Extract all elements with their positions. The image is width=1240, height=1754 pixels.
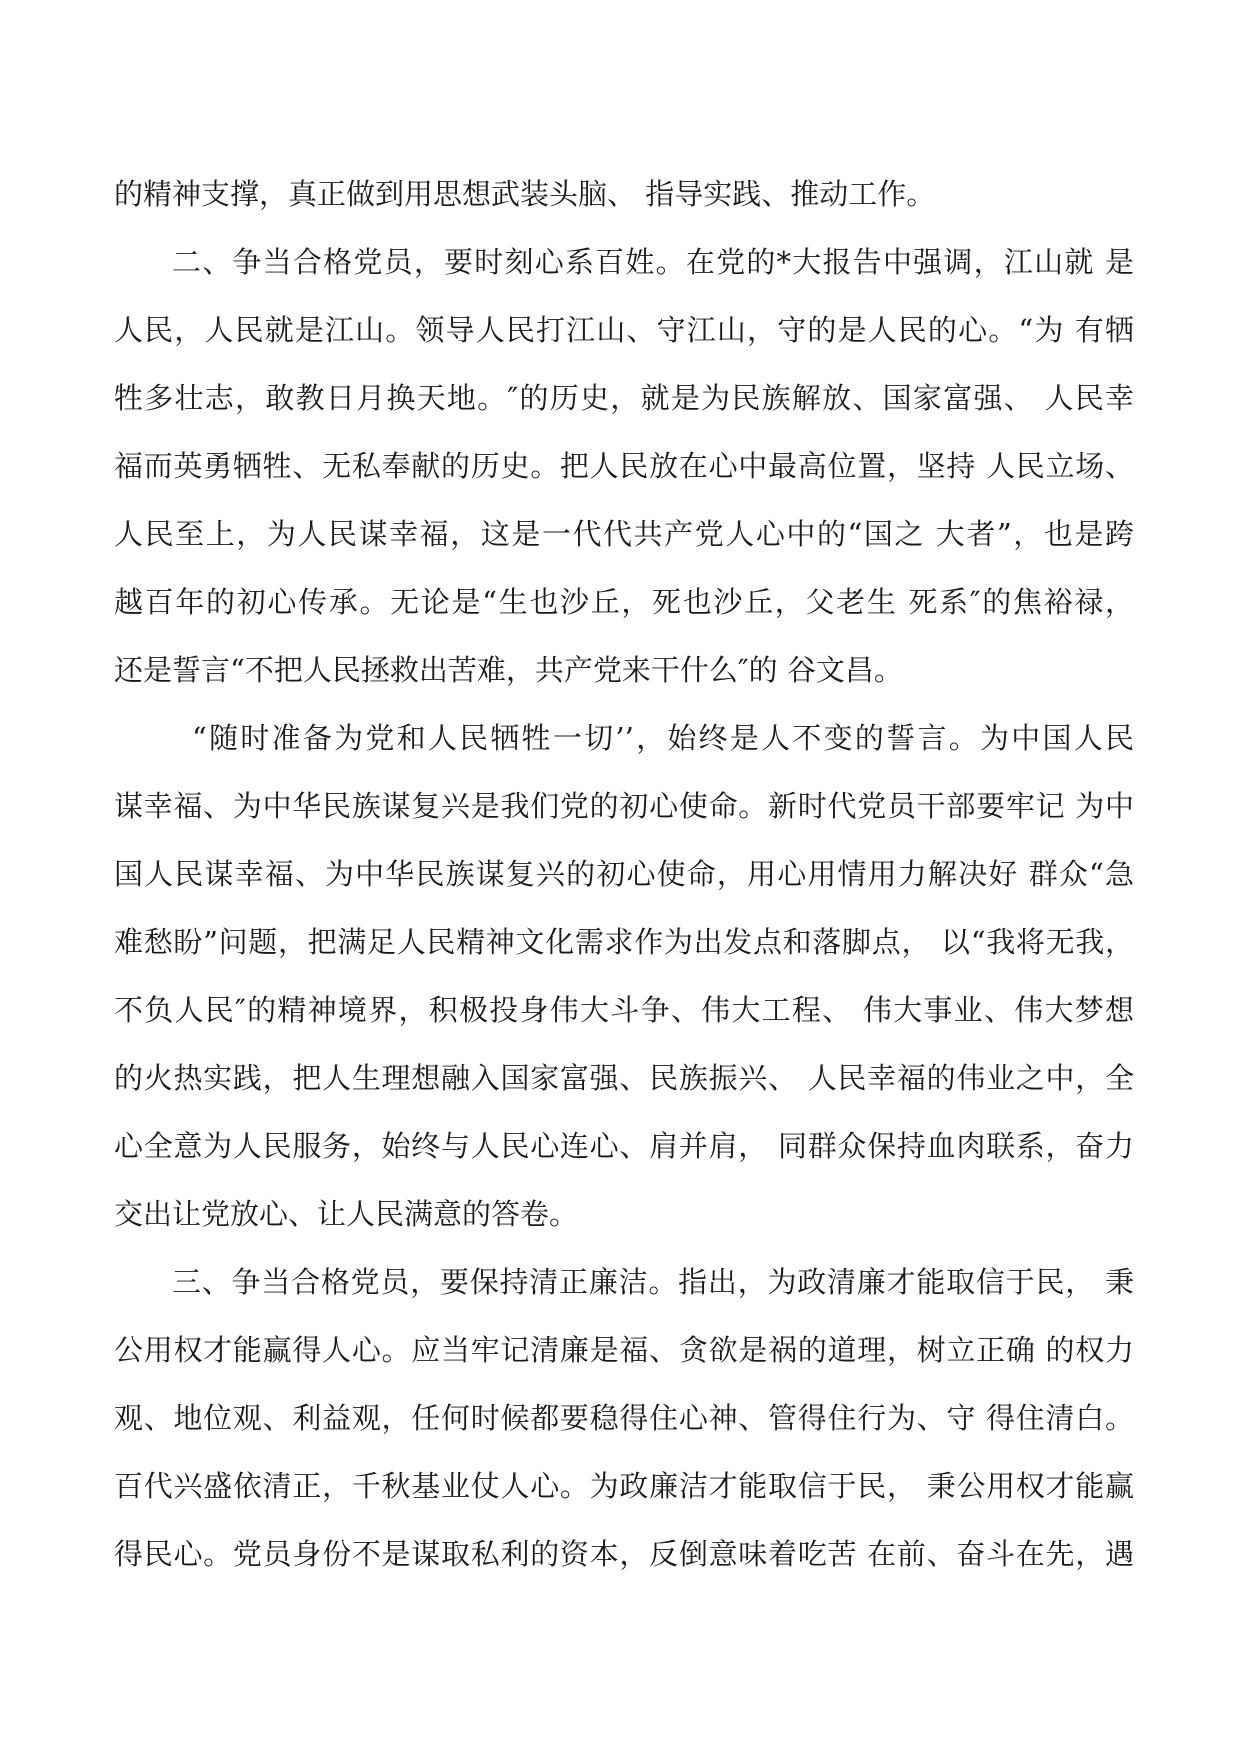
text-line: 牲多壮志，敢教日月换天地。″的历史，就是为民族解放、国家富强、 人民幸 [114,381,1134,415]
text-line: 谋幸福、为中华民族谋复兴是我们党的初心使命。新时代党员干部要牢记 为中 [114,789,1134,823]
text-line: 国人民谋幸福、为中华民族谋复兴的初心使命，用心用情用力解决好 群众“急 [114,857,1134,891]
text-line: 越百年的初心传承。无论是“生也沙丘，死也沙丘，父老生 死系″的焦裕禄， [114,585,1134,619]
text-line: 人民至上，为人民谋幸福，这是一代代共产党人心中的“国之 大者”，也是跨 [114,517,1134,551]
text-line: 的精神支撑，真正做到用思想武装头脑、 指导实践、推动工作。 [114,177,936,211]
paragraph-first-line: “随时准备为党和人民牺牲一切’’，始终是人不变的誓言。为中国人民 [192,721,1134,755]
text-line: 人民，人民就是江山。领导人民打江山、守江山，守的是人民的心。“为 有牺 [114,313,1134,347]
text-line: 不负人民″的精神境界，积极投身伟大斗争、伟大工程、 伟大事业、伟大梦想 [114,993,1134,1027]
text-line: 观、地位观、利益观，任何时候都要稳得住心神、管得住行为、守 得住清白。 [114,1401,1134,1435]
text-line: 公用权才能赢得人心。应当牢记清廉是福、贪欲是祸的道理，树立正确 的权力 [114,1333,1134,1367]
paragraph-first-line: 三、争当合格党员，要保持清正廉洁。指出，为政清廉才能取信于民， 秉 [172,1265,1134,1299]
text-line: 得民心。党员身份不是谋取私利的资本，反倒意味着吃苦 在前、奋斗在先，遇 [114,1537,1134,1571]
text-line: 的火热实践，把人生理想融入国家富强、民族振兴、 人民幸福的伟业之中，全 [114,1061,1134,1095]
text-line: 百代兴盛依清正，千秋基业仗人心。为政廉洁才能取信于民， 秉公用权才能赢 [114,1469,1134,1503]
paragraph-first-line: 二、争当合格党员，要时刻心系百姓。在党的*大报告中强调，江山就 是 [172,245,1134,279]
text-line: 难愁盼”问题，把满足人民精神文化需求作为出发点和落脚点， 以“我将无我， [114,925,1134,959]
body-text [114,160,1134,1588]
text-line: 交出让党放心、让人民满意的答卷。 [114,1197,579,1231]
text-line: 福而英勇牺牲、无私奉献的历史。把人民放在心中最高位置，坚持 人民立场、 [114,449,1134,483]
text-line: 心全意为人民服务，始终与人民心连心、肩并肩， 同群众保持血肉联系，奋力 [114,1129,1134,1163]
text-line: 还是誓言“不把人民拯救出苦难，共产党来干什么″的 谷文昌。 [114,653,903,687]
